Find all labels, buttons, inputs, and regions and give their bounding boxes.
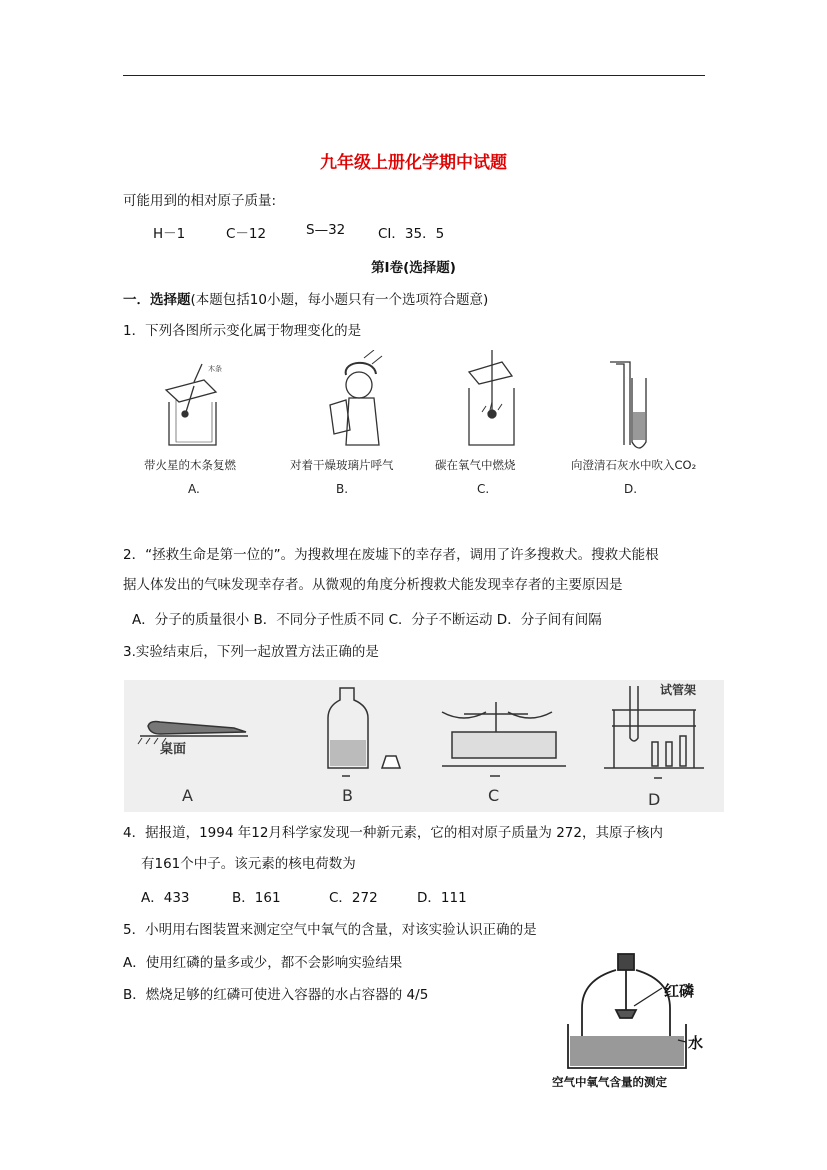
q2-options: A．分子的质量很小 B．不同分子性质不同 C．分子不断运动 D．分子间有间隔	[132, 612, 602, 628]
q1-letter-a: A.	[188, 482, 200, 496]
q3-label-c: C	[488, 786, 500, 805]
q3-stem: 3.实验结束后，下列一起放置方法正确的是	[123, 644, 379, 660]
q5-label-water: 水	[688, 1034, 704, 1052]
q1-stem: 1．下列各图所示变化属于物理变化的是	[123, 323, 362, 339]
q1-caption-d: 向澄清石灰水中吹入CO₂	[571, 458, 697, 472]
q3-label-b: B	[342, 786, 353, 805]
q4-option-b: B．161	[232, 890, 281, 906]
atomic-mass-cl: CI．35．5	[378, 226, 445, 242]
atomic-mass-s: S—32	[306, 222, 346, 238]
atomic-mass-c: C－12	[226, 226, 267, 242]
q2-line1: 2．“拯救生命是第一位的”。为搜救埋在废墟下的幸存者，调用了许多搜救犬。搜救犬能根	[123, 547, 659, 563]
q5-figure	[546, 944, 716, 1094]
q4-line1: 4．据报道，1994 年12月科学家发现一种新元素，它的相对原子质量为 272，其原子核内	[123, 825, 663, 841]
q1-caption-a: 带火星的木条复燃	[144, 458, 236, 472]
q3-table-label: 桌面	[160, 742, 187, 757]
q5-caption: 空气中氧气含量的测定	[552, 1075, 667, 1089]
page-title: 九年级上册化学期中试题	[320, 153, 507, 173]
q5-option-a: A．使用红磷的量多或少，都不会影响实验结果	[123, 955, 403, 971]
q1-splint-label: 木条	[208, 365, 222, 373]
q1-caption-b: 对着干燥玻璃片呼气	[290, 458, 394, 472]
atomic-mass-heading: 可能用到的相对原子质量:	[123, 193, 277, 209]
q4-option-a: A．433	[141, 890, 190, 906]
q2-line2: 据人体发出的气味发现幸存者。从微观的角度分析搜救犬能发现幸存者的主要原因是	[123, 577, 623, 593]
q5-label-phosphorus: 红磷	[664, 982, 695, 1000]
part-title-rest: (本题包括10小题，每小题只有一个选项符合题意)	[190, 292, 489, 308]
part-title-bold: 一．选择题	[123, 292, 191, 308]
q5-option-b: B．燃烧足够的红磷可使进入容器的水占容器的 4/5	[123, 987, 429, 1003]
q1-letter-b: B.	[336, 482, 349, 496]
q3-illustrations	[124, 680, 724, 812]
q3-figure	[124, 680, 724, 812]
q1-caption-c: 碳在氧气中燃烧	[435, 458, 516, 472]
part-title	[123, 288, 488, 308]
q1-letter-d: D.	[624, 482, 638, 496]
q4-option-d: D．111	[417, 890, 467, 906]
q1-letter-c: C.	[477, 482, 490, 496]
q1-figure	[124, 350, 710, 505]
q3-rack-label: 试管架	[660, 683, 697, 697]
q3-label-a: A	[182, 786, 193, 805]
atomic-mass-h: H－1	[153, 226, 186, 242]
q4-option-c: C．272	[329, 890, 378, 906]
q5-stem: 5．小明用右图装置来测定空气中氧气的含量，对该实验认识正确的是	[123, 922, 537, 938]
header-rule	[123, 75, 705, 76]
q3-label-d: D	[648, 790, 661, 809]
q5-apparatus	[546, 944, 716, 1074]
q4-line2: 有161个中子。该元素的核电荷数为	[141, 856, 356, 872]
section-heading: 第Ⅰ卷(选择题)	[371, 260, 456, 276]
